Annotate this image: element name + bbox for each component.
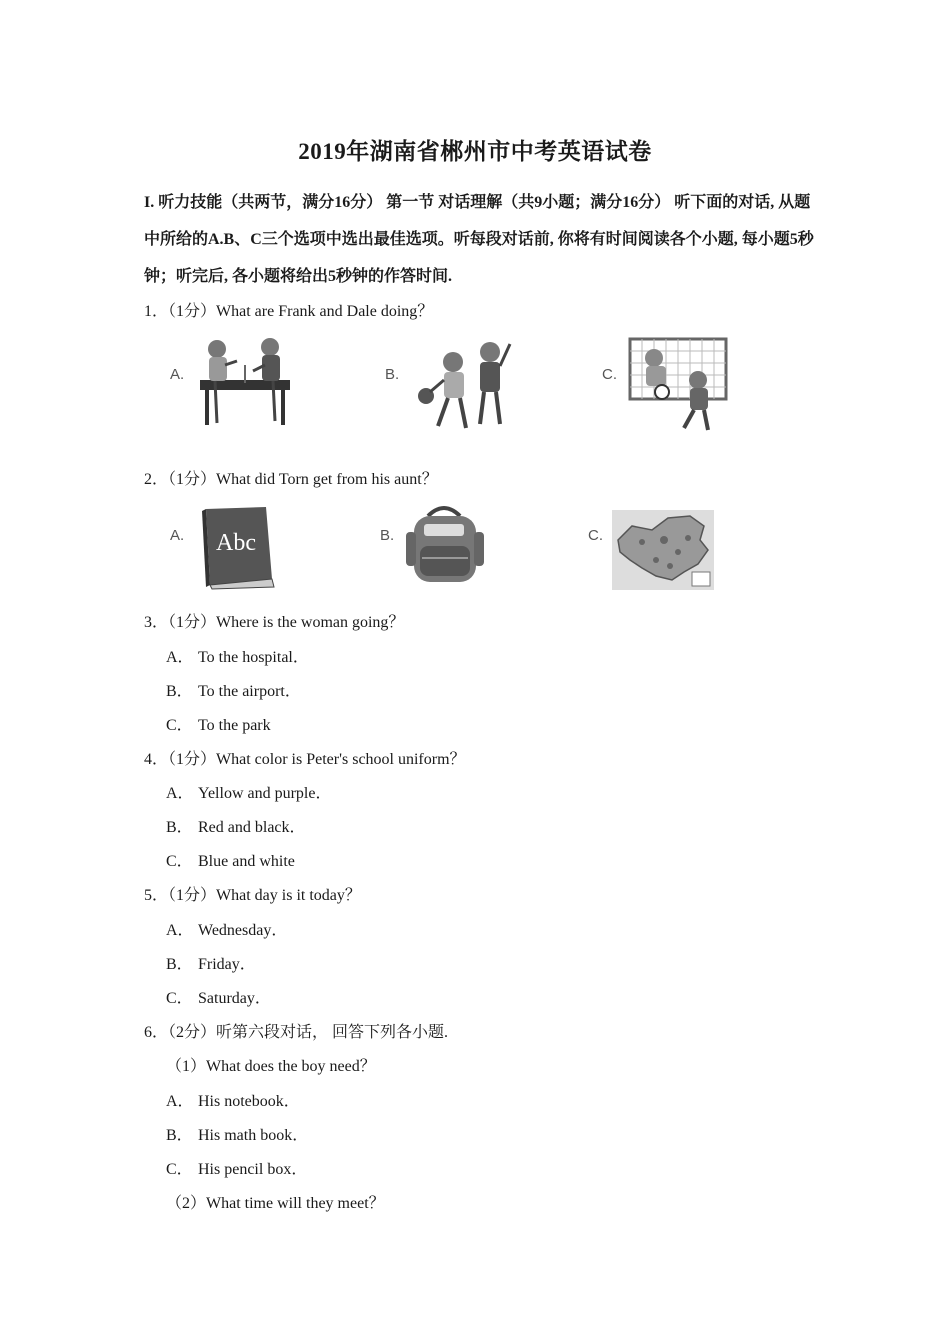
- subquestion-label: （1）: [166, 1058, 207, 1075]
- option-letter: C．: [166, 853, 193, 870]
- option-text: To the hospital．: [198, 649, 309, 666]
- question-number: 3．: [144, 614, 169, 631]
- option-b: [166, 951, 256, 974]
- question-score: （1分）: [168, 751, 217, 768]
- option-b: [166, 814, 306, 837]
- question-number: 5．: [144, 887, 169, 904]
- question-6: [144, 1019, 448, 1042]
- page-title: 2019年湖南省郴州市中考英语试卷: [298, 139, 652, 164]
- question-text: What are Frank and Dale doing？: [216, 303, 434, 320]
- subquestion-1: [166, 1053, 376, 1076]
- question-score: （1分）: [168, 471, 217, 488]
- option-a: [166, 917, 287, 940]
- picture-option-label: C.: [602, 366, 617, 383]
- question-score: （1分）: [168, 303, 217, 320]
- subquestion-text: What time will they meet？: [206, 1195, 385, 1212]
- listening-section-instructions: I. 听力技能（共两节，满分16分） 第一节 对话理解（共9小题；满分16分） 听下面的对话, 从题中所给的A.B、C三个选项中选出最佳选项。听每段对话前, 你将有时间阅读各个小题, 每小题5秒钟；听完后, 各小题将给出5秒钟的作答时间.: [144, 194, 814, 285]
- option-text: His notebook．: [198, 1093, 300, 1110]
- abc-book-picture: [198, 505, 278, 590]
- question-4: [144, 746, 466, 769]
- question-text: What color is Peter's school uniform？: [216, 751, 466, 768]
- question-score: （1分）: [168, 887, 217, 904]
- question-text: Where is the woman going？: [216, 614, 405, 631]
- picture-option-label: B.: [385, 366, 400, 383]
- china-map-picture: [612, 510, 714, 590]
- subquestion-label: （2）: [166, 1195, 207, 1212]
- option-letter: B．: [166, 1127, 193, 1144]
- option-c: [166, 985, 271, 1008]
- option-c: [166, 1156, 307, 1179]
- soccer-goal-picture: [628, 336, 728, 434]
- question-text: What did Torn get from his aunt？: [216, 471, 438, 488]
- subquestion-text: What does the boy need？: [206, 1058, 376, 1075]
- question-5: [144, 882, 361, 905]
- option-b: [166, 678, 301, 701]
- option-letter: B．: [166, 819, 193, 836]
- option-text: Saturday．: [198, 990, 271, 1007]
- question-text: 听第六段对话， 回答下列各小题.: [216, 1024, 449, 1041]
- option-text: His math book．: [198, 1127, 309, 1144]
- question-number: 4．: [144, 751, 169, 768]
- option-c: [166, 712, 271, 735]
- option-letter: C．: [166, 990, 193, 1007]
- question-1: [144, 298, 433, 321]
- option-b: [166, 1122, 308, 1145]
- option-letter: C．: [166, 1161, 193, 1178]
- question-score: （2分）: [168, 1024, 217, 1041]
- picture-option-label: C.: [588, 527, 603, 544]
- question-3: [144, 609, 404, 632]
- option-letter: A．: [166, 649, 194, 666]
- option-letter: B．: [166, 683, 193, 700]
- option-letter: A．: [166, 922, 194, 939]
- question-number: 1．: [144, 303, 169, 320]
- subquestion-2: [166, 1190, 385, 1213]
- option-text: Wednesday．: [198, 922, 288, 939]
- option-text: To the park: [198, 717, 271, 734]
- option-text: Red and black．: [198, 819, 306, 836]
- picture-option-label: A.: [170, 527, 185, 544]
- question-number: 2．: [144, 471, 169, 488]
- option-a: [166, 780, 331, 803]
- question-number: 6．: [144, 1024, 169, 1041]
- option-c: [166, 848, 295, 871]
- school-bag-picture: [402, 502, 487, 587]
- option-a: [166, 1088, 300, 1111]
- option-letter: B．: [166, 956, 193, 973]
- question-text: What day is it today？: [216, 887, 361, 904]
- question-score: （1分）: [168, 614, 217, 631]
- basketball-players-picture: [408, 338, 518, 433]
- option-letter: A．: [166, 785, 194, 802]
- option-letter: C．: [166, 717, 193, 734]
- book-cover-text: Abc: [216, 530, 256, 556]
- option-text: Blue and white: [198, 853, 295, 870]
- question-2: [144, 466, 438, 489]
- option-letter: A．: [166, 1093, 194, 1110]
- option-text: Friday．: [198, 956, 256, 973]
- option-text: Yellow and purple．: [198, 785, 332, 802]
- option-text: His pencil box．: [198, 1161, 308, 1178]
- picture-option-label: B.: [380, 527, 395, 544]
- table-tennis-players-picture: [195, 335, 300, 430]
- option-text: To the airport．: [198, 683, 301, 700]
- picture-option-label: A.: [170, 366, 185, 383]
- option-a: [166, 644, 309, 667]
